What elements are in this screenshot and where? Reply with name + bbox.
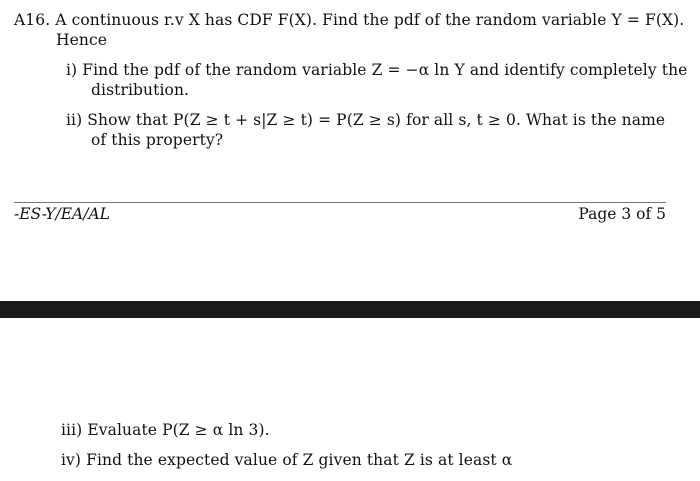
subquestion-ii-line-1: ii) Show that P(Z ≥ t + s|Z ≥ t) = P(Z ≥ s) for all s, t ≥ 0. What is the name xyxy=(66,111,666,129)
subquestion-i-line-2: distribution. xyxy=(91,81,190,99)
page-break-bar xyxy=(0,301,700,318)
footer-document-code: -ES-Y/EA/AL xyxy=(14,205,110,223)
footer-page-number: Page 3 of 5 xyxy=(578,205,666,223)
question-a16-line-2: Hence xyxy=(56,31,108,49)
footer-divider xyxy=(14,202,666,203)
subquestion-i-line-1: i) Find the pdf of the random variable Z = −α ln Y and identify completely the xyxy=(66,61,688,79)
question-a16-line-1: A16. A continuous r.v X has CDF F(X). Find the pdf of the random variable Y = F(X). xyxy=(14,11,685,29)
subquestion-ii-line-2: of this property? xyxy=(91,131,224,149)
subquestion-iii: iii) Evaluate P(Z ≥ α ln 3). xyxy=(61,421,270,439)
subquestion-iv: iv) Find the expected value of Z given that Z is at least α xyxy=(61,451,513,469)
